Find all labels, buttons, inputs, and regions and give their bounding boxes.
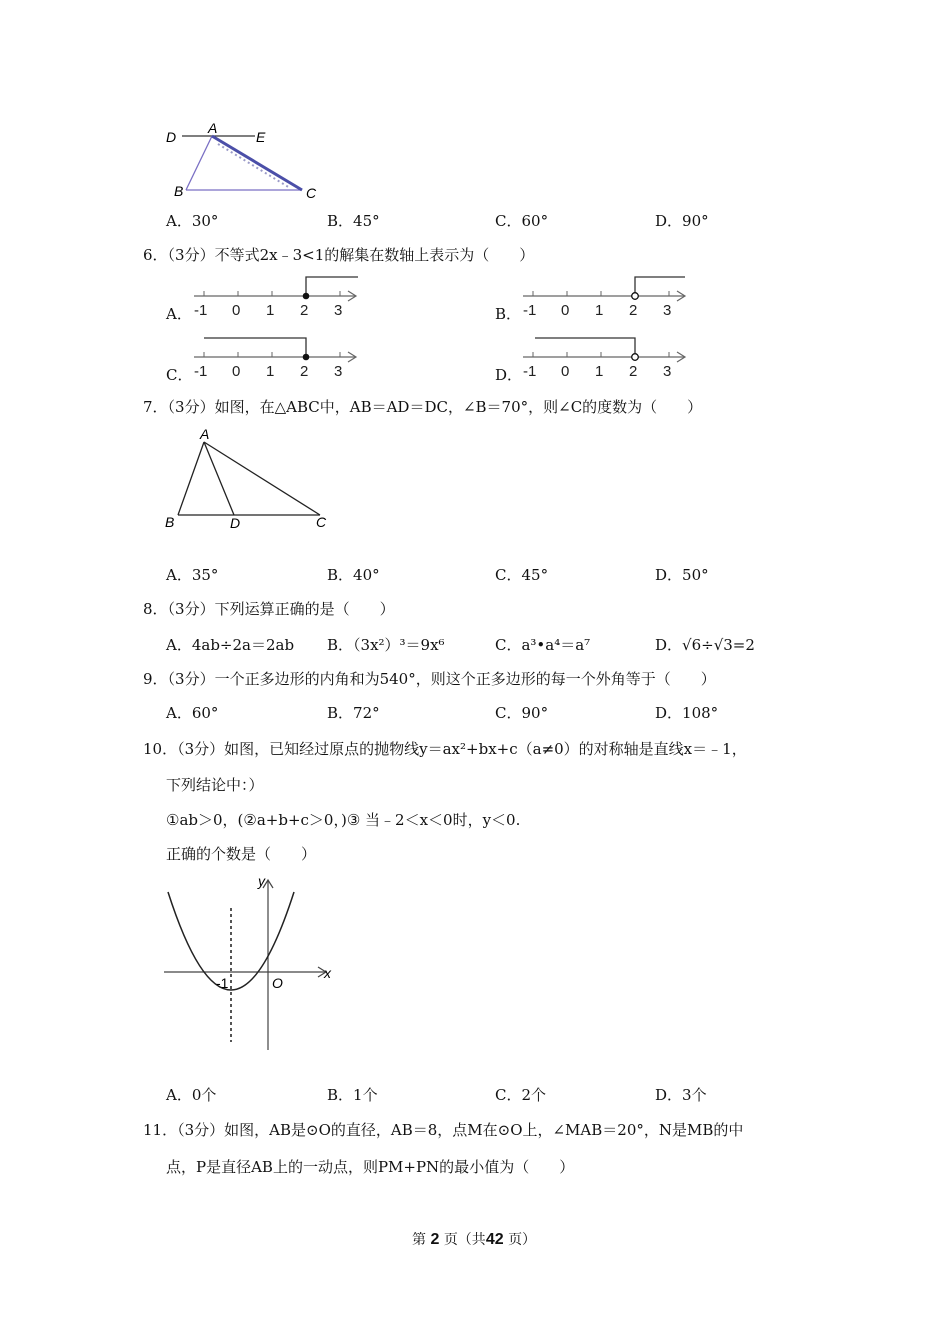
- q9-score: （3分）: [167, 670, 215, 688]
- q6-stem-line: [143, 245, 534, 265]
- label-c: C: [316, 514, 327, 530]
- q5-option-a[interactable]: A．30°: [166, 212, 219, 230]
- svg-text:-1: -1: [523, 363, 537, 380]
- label-a: A: [208, 122, 218, 136]
- q6-number-line-d[interactable]: [519, 331, 699, 383]
- q6-option-d-label[interactable]: D．: [495, 366, 523, 384]
- q8-stem: 下列运算正确的是（ ）: [214, 600, 395, 618]
- q7-triangle-figure: [158, 424, 338, 534]
- svg-text:2: 2: [300, 302, 309, 319]
- q8-option-a[interactable]: A．4ab÷2a＝2ab: [166, 636, 295, 654]
- q10-option-a[interactable]: A．0个: [166, 1086, 217, 1104]
- q7-option-a[interactable]: A．35°: [166, 566, 219, 584]
- q5-option-d[interactable]: D．90°: [655, 212, 709, 230]
- label-d: D: [166, 129, 177, 145]
- q5-triangle-figure: [160, 122, 340, 202]
- footer-mid: 页（共: [443, 1232, 486, 1248]
- q11-number: 11．: [143, 1121, 178, 1139]
- svg-text:1: 1: [595, 302, 604, 319]
- q10-stem-line: [143, 739, 747, 759]
- q9-option-d[interactable]: D．108°: [655, 704, 719, 722]
- label-b: B: [165, 514, 175, 530]
- footer-total-pages: 42: [485, 1231, 504, 1248]
- label-origin: O: [272, 975, 283, 991]
- q8-score: （3分）: [167, 600, 215, 618]
- q11-line2: 点，P是直径AB上的一动点，则PM+PN的最小值为（ ）: [166, 1158, 575, 1176]
- q6-option-b-label[interactable]: B．: [495, 305, 522, 323]
- svg-text:0: 0: [561, 363, 570, 380]
- label-d: D: [230, 515, 241, 531]
- q9-stem-line: [143, 669, 716, 689]
- q9-number: 9．: [143, 670, 168, 688]
- q6-number: 6．: [143, 246, 168, 264]
- q10-option-b[interactable]: B．1个: [327, 1086, 378, 1104]
- q9-option-b[interactable]: B．72°: [327, 704, 380, 722]
- svg-text:2: 2: [300, 363, 309, 380]
- q9-stem: 一个正多边形的内角和为540°，则这个正多边形的每一个外角等于（ ）: [214, 670, 716, 688]
- svg-text:3: 3: [334, 363, 343, 380]
- svg-text:0: 0: [561, 302, 570, 319]
- q7-option-c[interactable]: C．45°: [495, 566, 549, 584]
- segment-ab: [186, 136, 212, 190]
- q10-score: （3分）: [177, 740, 225, 758]
- q7-option-d[interactable]: D．50°: [655, 566, 709, 584]
- svg-text:0: 0: [232, 302, 241, 319]
- q8-stem-line: [143, 599, 395, 619]
- q6-stem: 不等式2x﹣3<1的解集在数轴上表示为（ ）: [214, 246, 535, 264]
- label-e: E: [256, 129, 266, 145]
- footer-page-number: 2: [430, 1231, 440, 1248]
- q6-option-a-label[interactable]: A．: [166, 305, 192, 323]
- svg-text:-1: -1: [523, 302, 537, 319]
- label-c: C: [306, 185, 317, 201]
- q11-score: （3分）: [177, 1121, 225, 1139]
- svg-text:3: 3: [663, 363, 672, 380]
- label-a: A: [200, 426, 210, 442]
- svg-text:1: 1: [595, 363, 604, 380]
- dotted-shading: [218, 144, 290, 188]
- svg-text:0: 0: [232, 363, 241, 380]
- q6-number-line-a[interactable]: [190, 270, 370, 322]
- svg-text:1: 1: [266, 363, 275, 380]
- q5-option-c[interactable]: C．60°: [495, 212, 549, 230]
- q11-stem: 如图，AB是⊙O的直径，AB＝8，点M在⊙O上，∠MAB＝20°，N是MB的中: [224, 1121, 744, 1139]
- q6-number-line-b[interactable]: [519, 270, 699, 322]
- q10-line2: 下列结论中：）: [166, 776, 264, 794]
- q8-number: 8．: [143, 600, 168, 618]
- q10-parabola-graph: [158, 868, 343, 1058]
- label-x: x: [324, 965, 331, 981]
- page-footer: [412, 1229, 536, 1249]
- q8-option-b[interactable]: B．（3x²）³＝9x⁶: [327, 636, 445, 654]
- q7-stem-line: [143, 397, 702, 417]
- q6-score: （3分）: [167, 246, 215, 264]
- q7-number: 7．: [143, 398, 168, 416]
- svg-text:2: 2: [629, 363, 638, 380]
- svg-text:-1: -1: [194, 302, 208, 319]
- svg-text:3: 3: [334, 302, 343, 319]
- q10-conclusions: ①ab＞0，(②a+b+c＞0，)③ 当﹣2＜x＜0时，y＜0.: [166, 811, 521, 829]
- q10-option-c[interactable]: C．2个: [495, 1086, 547, 1104]
- q5-option-b[interactable]: B．45°: [327, 212, 380, 230]
- q10-line4: 正确的个数是（ ）: [166, 845, 317, 863]
- q10-stem: 如图，已知经过原点的抛物线y＝ax²+bx+c（a≠0）的对称轴是直线x＝﹣1，: [224, 740, 747, 758]
- q8-option-c[interactable]: C．a³•a⁴＝a⁷: [495, 636, 591, 654]
- footer-prefix: 第: [412, 1232, 426, 1248]
- svg-text:-1: -1: [194, 363, 208, 380]
- q10-option-d[interactable]: D．3个: [655, 1086, 707, 1104]
- label-y: y: [258, 873, 265, 889]
- q11-stem-line: [143, 1120, 743, 1140]
- svg-text:3: 3: [663, 302, 672, 319]
- label-b: B: [174, 183, 184, 199]
- q7-option-b[interactable]: B．40°: [327, 566, 380, 584]
- q6-number-line-c[interactable]: [190, 331, 370, 383]
- svg-text:2: 2: [629, 302, 638, 319]
- q6-option-c-label[interactable]: C．: [166, 366, 193, 384]
- q9-option-c[interactable]: C．90°: [495, 704, 549, 722]
- footer-suffix: 页）: [508, 1232, 537, 1248]
- q7-stem: 如图，在△ABC中，AB＝AD＝DC，∠B＝70°，则∠C的度数为（ ）: [214, 398, 703, 416]
- q9-option-a[interactable]: A．60°: [166, 704, 219, 722]
- label-minus-1: -1: [216, 975, 229, 991]
- q8-option-d[interactable]: D．√6÷√3=2: [655, 636, 755, 654]
- q10-number: 10．: [143, 740, 178, 758]
- svg-text:1: 1: [266, 302, 275, 319]
- q7-score: （3分）: [167, 398, 215, 416]
